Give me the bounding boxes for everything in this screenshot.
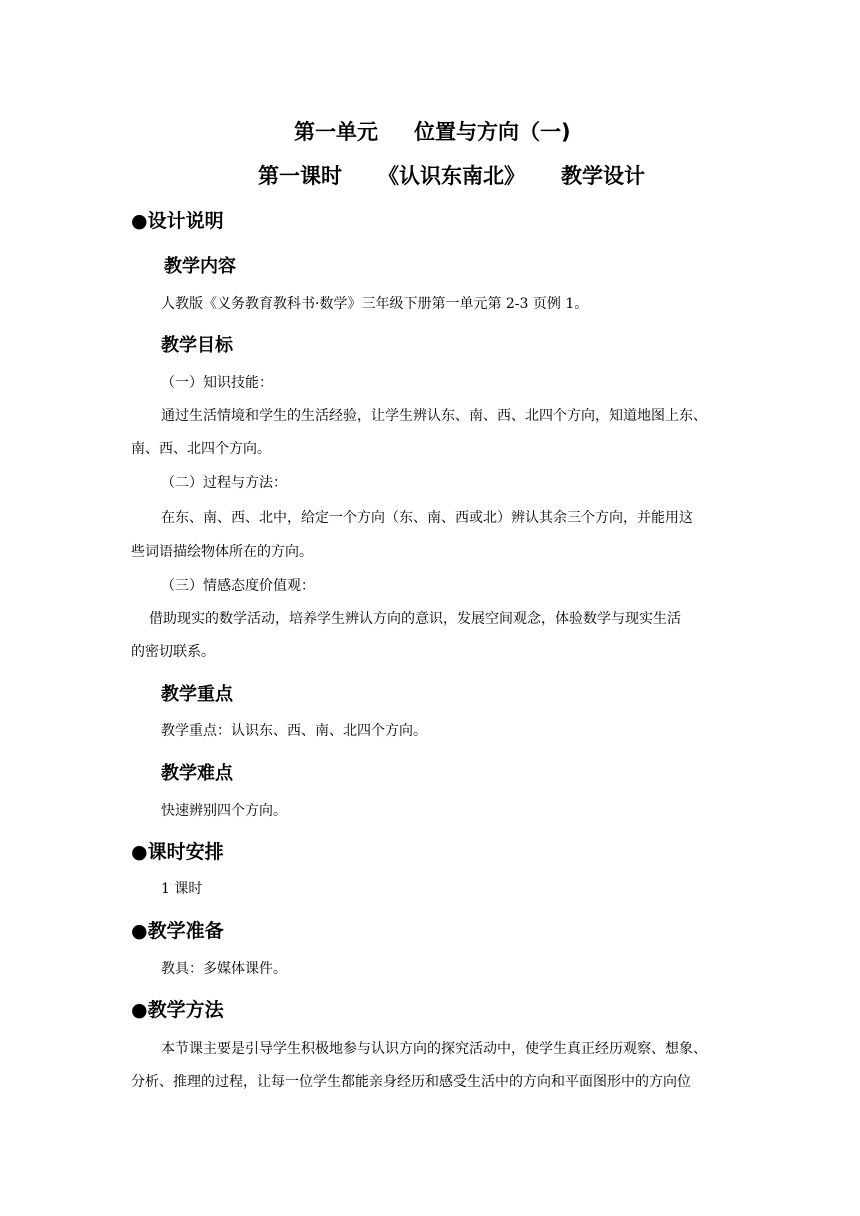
goal1-line2: 南、西、北四个方向。 xyxy=(131,441,271,457)
method-line2: 分析、推理的过程，让每一位学生都能亲身经历和感受生活中的方向和平面图形中的方向位 xyxy=(131,1074,691,1090)
goal2-label: （二）过程与方法： xyxy=(161,475,287,491)
lesson-type: 教学设计 xyxy=(561,164,645,188)
unit-title xyxy=(294,116,571,146)
goal3-line2: 的密切联系。 xyxy=(131,644,215,660)
section-schedule: ●课时安排 xyxy=(131,841,224,863)
heading-key-points: 教学重点 xyxy=(161,684,233,705)
lesson-title xyxy=(258,160,645,190)
heading-goals: 教学目标 xyxy=(161,335,233,356)
section-method: ●教学方法 xyxy=(131,999,224,1021)
goal1-line1: 通过生活情境和学生的生活经验，让学生辨认东、南、西、北四个方向，知道地图上东、 xyxy=(161,408,707,424)
schedule-text: 1 课时 xyxy=(161,881,203,897)
goal3-label: （三）情感态度价值观： xyxy=(161,578,315,594)
goal1-label: （一）知识技能： xyxy=(161,375,273,391)
difficulties-text: 快速辨别四个方向。 xyxy=(161,803,287,819)
method-line1: 本节课主要是引导学生积极地参与认识方向的探究活动中，使学生真正经历观察、想象、 xyxy=(161,1041,707,1057)
goal2-line2: 些词语描绘物体所在的方向。 xyxy=(131,544,313,560)
section-design-notes: ●设计说明 xyxy=(131,210,224,232)
key-points-text: 教学重点：认识东、西、南、北四个方向。 xyxy=(161,723,427,739)
lesson-name: 《认识东南北》 xyxy=(378,164,525,188)
goal3-line1: 借助现实的数学活动，培养学生辨认方向的意识，发展空间观念，体验数学与现实生活 xyxy=(149,611,681,627)
preparation-text: 教具：多媒体课件。 xyxy=(161,961,287,977)
unit-number: 第一单元 xyxy=(294,120,378,144)
unit-topic: 位置与方向（一) xyxy=(414,120,571,144)
lesson-number: 第一课时 xyxy=(258,164,342,188)
goal2-line1: 在东、南、西、北中，给定一个方向（东、南、西或北）辨认其余三个方向，并能用这 xyxy=(161,510,693,526)
heading-difficulties: 教学难点 xyxy=(161,763,233,784)
section-preparation: ●教学准备 xyxy=(131,920,224,942)
heading-content: 教学内容 xyxy=(164,256,236,277)
content-text: 人教版《义务教育教科书·数学》三年级下册第一单元第 2-3 页例 1。 xyxy=(161,296,589,312)
